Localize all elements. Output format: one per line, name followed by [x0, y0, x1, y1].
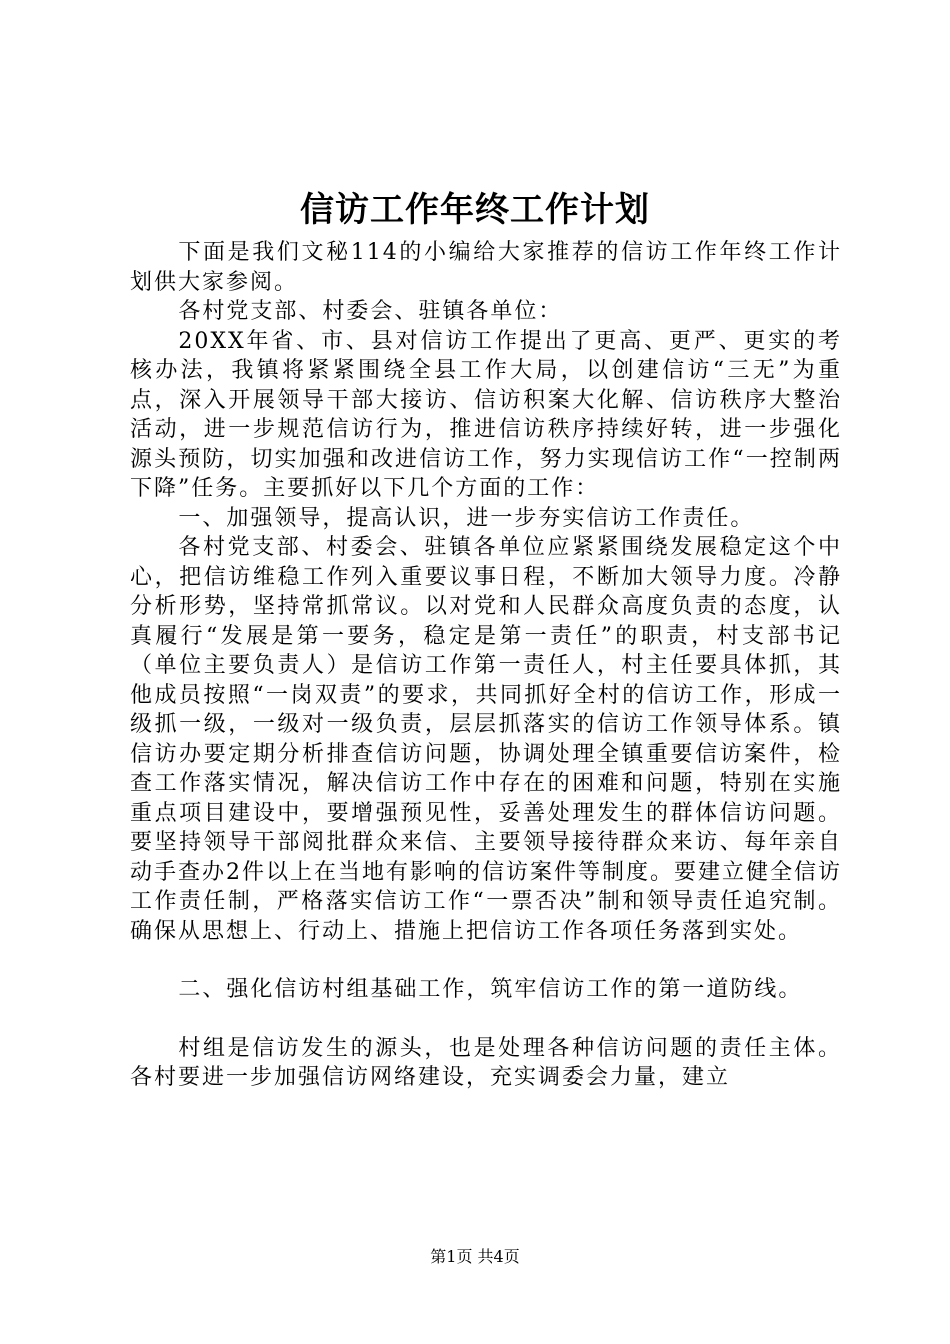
section-heading-1: 一、加强领导，提高认识，进一步夯实信访工作责任。 — [178, 505, 755, 531]
document-title: 信访工作年终工作计划 — [300, 190, 650, 230]
section-heading-2: 二、强化信访村组基础工作，筑牢信访工作的第一道防线。 — [178, 977, 803, 1002]
paragraph-section-2: 村组是信访发生的源头，也是处理各种信访问题的责任主体。各村要进一步加强信访网络建设，充实调委会力量，建立 — [130, 1035, 842, 1090]
paragraph-intro: 下面是我们文秘114的小编给大家推荐的信访工作年终工作计划供大家参阅。 — [130, 240, 842, 295]
paragraph-overview: 20XX年省、市、县对信访工作提出了更高、更严、更实的考核办法，我镇将紧紧围绕全县工作大局，以创建信访“三无”为重点，深入开展领导干部大接访、信访积案大化解、信访秩序大整治活动，进一步规范信访行为，推进信访秩序持续好转，进一步强化源头预防，切实加强和改进信访工作，努力实现信访工作“一控制两下降”任务。主要抓好以下几个方面的工作： — [130, 328, 842, 501]
page-footer: 第1页 共4页 — [430, 1247, 520, 1266]
document-body — [130, 238, 842, 1093]
paragraph-salutation: 各村党支部、村委会、驻镇各单位： — [178, 299, 563, 324]
paragraph-section-1: 各村党支部、村委会、驻镇各单位应紧紧围绕发展稳定这个中心，把信访维稳工作列入重要议事日程，不断加大领导力度。冷静分析形势，坚持常抓常议。以对党和人民群众高度负责的态度，认真履行“发展是第一要务，稳定是第一责任”的职责，村支部书记（单位主要负责人）是信访工作第一责任人，村主任要具体抓，其他成员按照“一岗双责”的要求，共同抓好全村的信访工作，形成一级抓一级，一级对一级负责，层层抓落实的信访工作领导体系。镇信访办要定期分析排查信访问题，协调处理全镇重要信访案件，检查工作落实情况，解决信访工作中存在的困难和问题，特别在实施重点项目建设中，要增强预见性，妥善处理发生的群体信访问题。要坚持领导干部阅批群众来信、主要领导接待群众来访、每年亲自动手查办2件以上在当地有影响的信访案件等制度。要建立健全信访工作责任制，严格落实信访工作“一票否决”制和领导责任追究制。确保从思想上、行动上、措施上把信访工作各项任务落到实处。 — [130, 535, 842, 944]
